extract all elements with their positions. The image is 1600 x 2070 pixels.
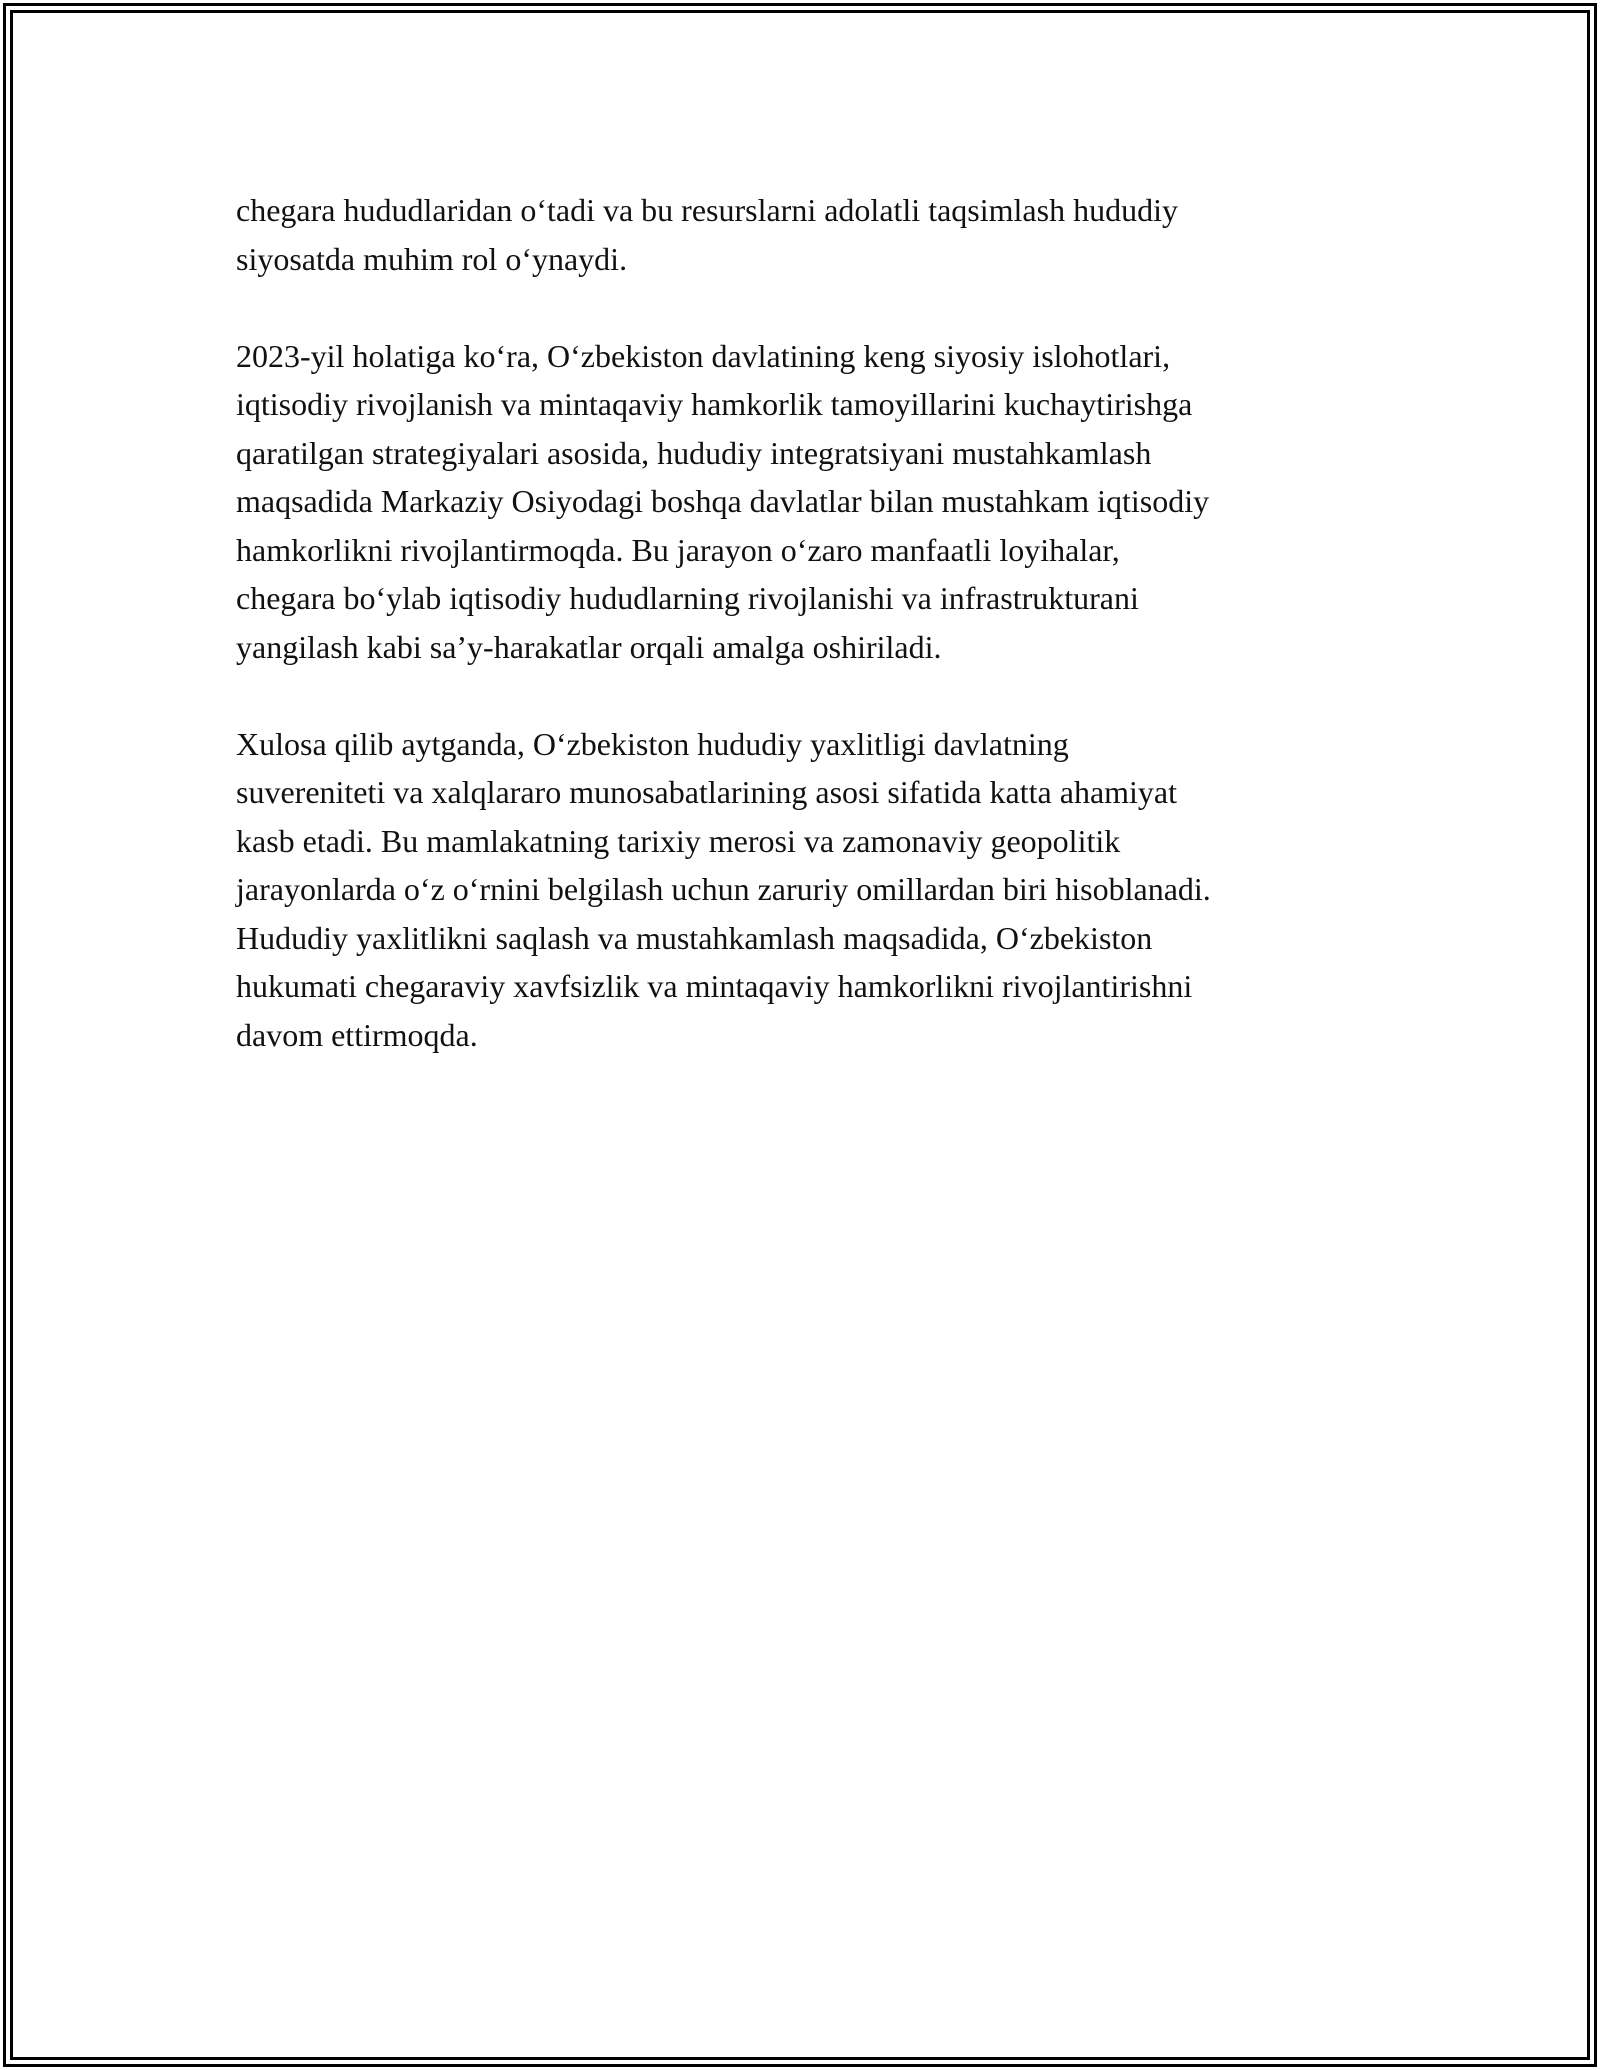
paragraph-2 (236, 332, 1366, 672)
text-line: Xulosa qilib aytganda, O‘zbekiston hududiy yaxlitligi davlatning (236, 725, 1069, 762)
text-line: kasb etadi. Bu mamlakatning tarixiy merosi va zamonaviy geopolitik (236, 822, 1121, 859)
text-line: suvereniteti va xalqlararo munosabatlarining asosi sifatida katta ahamiyat (236, 774, 1178, 810)
text-line: chegara hududlaridan o‘tadi va bu resurslarni adolatli taqsimlash hududiy (236, 192, 1178, 228)
text-line: yangilash kabi sa’y-harakatlar orqali amalga oshiriladi. (236, 628, 942, 665)
text-line: maqsadida Markaziy Osiyodagi boshqa davlatlar bilan mustahkam iqtisodiy (236, 483, 1210, 519)
text-line: jarayonlarda o‘z o‘rnini belgilash uchun zaruriy omillardan biri hisoblanadi. (236, 871, 1211, 907)
text-line: davom ettirmoqda. (236, 1016, 478, 1053)
text-line: hukumati chegaraviy xavfsizlik va mintaqaviy hamkorlikni rivojlantirishni (236, 968, 1193, 1004)
paragraph-1 (236, 186, 1366, 283)
text-line: 2023-yil holatiga ko‘ra, O‘zbekiston davlatining keng siyosiy islohotlari, (236, 337, 1171, 374)
text-line: iqtisodiy rivojlanish va mintaqaviy hamkorlik tamoyillarini kuchaytirishga (236, 386, 1193, 422)
text-line: Hududiy yaxlitlikni saqlash va mustahkamlash maqsadida, O‘zbekiston (236, 919, 1153, 956)
text-line: chegara bo‘ylab iqtisodiy hududlarning rivojlanishi va infrastrukturani (236, 580, 1139, 616)
text-line: qaratilgan strategiyalari asosida, hududiy integratsiyani mustahkamlash (236, 434, 1152, 471)
paragraph-3 (236, 720, 1366, 1060)
text-line: siyosatda muhim rol o‘ynaydi. (236, 240, 628, 277)
document-body (236, 186, 1366, 1108)
text-line: hamkorlikni rivojlantirmoqda. Bu jarayon o‘zaro manfaatli loyihalar, (236, 531, 1120, 568)
